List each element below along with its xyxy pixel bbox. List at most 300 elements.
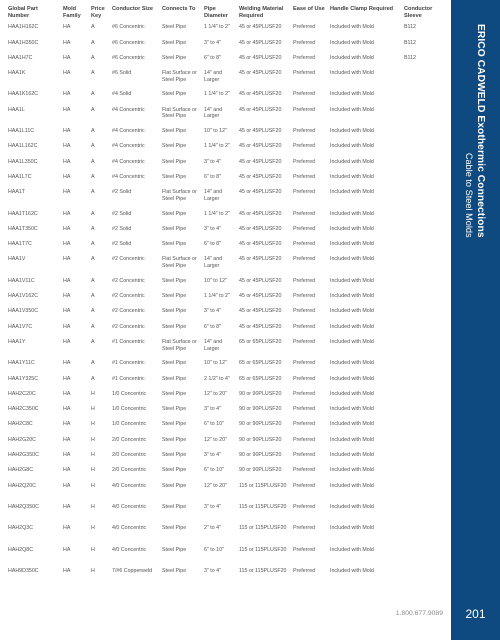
table-row <box>6 322 444 337</box>
cell-part-number: HAH2G20C <box>8 436 36 443</box>
cell-ease-of-use: Preferred <box>293 210 316 217</box>
cell-ease-of-use: Preferred <box>293 24 316 31</box>
cell-price-key: A <box>91 277 95 284</box>
cell-conductor-sleeve <box>402 524 444 539</box>
cell-conductor-size: #2 Solid <box>112 225 132 232</box>
cell-price-key: H <box>91 436 95 443</box>
cell-ease-of-use: Preferred <box>293 546 316 553</box>
cell-conductor-size: #2 Solid <box>112 189 132 196</box>
cell-connects-to: Steel Pipe <box>162 24 187 31</box>
cell-pipe-diameter: 3" to 4" <box>204 567 222 574</box>
cell-price-key: A <box>91 338 95 345</box>
cell-handle-clamp: Included with Mold <box>330 256 374 263</box>
cell-ease-of-use: Preferred <box>293 360 316 367</box>
cell-price-key: A <box>91 323 95 330</box>
table-row <box>6 173 444 188</box>
table-row <box>6 255 444 270</box>
cell-mold-family: HA <box>63 338 71 345</box>
cell-connects-to: Steel Pipe <box>162 225 187 232</box>
cell-welding-material: 90 or 90PLUSF20 <box>239 421 282 428</box>
cell-handle-clamp: Included with Mold <box>330 525 374 532</box>
cell-part-number: HAA1K <box>8 70 26 77</box>
cell-ease-of-use: Preferred <box>293 128 316 135</box>
cell-conductor-sleeve <box>402 390 444 405</box>
cell-welding-material: 65 or 65PLUSF20 <box>239 360 282 367</box>
cell-mold-family: HA <box>63 421 71 428</box>
cell-price-key: A <box>91 360 95 367</box>
cell-conductor-sleeve <box>402 173 444 188</box>
cell-handle-clamp: Included with Mold <box>330 482 374 489</box>
cell-part-number: HAA1T7C <box>8 241 32 248</box>
cell-pipe-diameter: 1 1/4" to 2" <box>204 91 230 98</box>
cell-mold-family: HA <box>63 390 71 397</box>
cell-ease-of-use: Preferred <box>293 293 316 300</box>
cell-price-key: A <box>91 39 95 46</box>
cell-conductor-sleeve <box>402 420 444 435</box>
cell-connects-to: Steel Pipe <box>162 406 187 413</box>
cell-conductor-sleeve <box>402 359 444 374</box>
table-row <box>6 435 444 450</box>
cell-handle-clamp: Included with Mold <box>330 210 374 217</box>
cell-mold-family: HA <box>63 256 71 263</box>
cell-part-number: HAH2Q350C <box>8 503 39 510</box>
cell-ease-of-use: Preferred <box>293 467 316 474</box>
cell-welding-material: 45 or 45PLUSF20 <box>239 256 282 263</box>
cell-welding-material: 45 or 45PLUSF20 <box>239 308 282 315</box>
cell-mold-family: HA <box>63 106 71 113</box>
cell-handle-clamp: Included with Mold <box>330 106 374 113</box>
cell-conductor-sleeve <box>402 466 444 481</box>
table-row <box>6 225 444 240</box>
cell-pipe-diameter: 3" to 4" <box>204 503 222 510</box>
cell-mold-family: HA <box>63 54 71 61</box>
cell-conductor-size: #4 Concentric <box>112 143 145 150</box>
cell-conductor-size: 4/0 Concentric <box>112 482 147 489</box>
cell-pipe-diameter: 14" and Larger <box>204 338 223 352</box>
cell-price-key: H <box>91 546 95 553</box>
cell-welding-material: 45 or 45PLUSF20 <box>239 293 282 300</box>
cell-conductor-size: 1/0 Concentric <box>112 390 147 397</box>
cell-part-number: HAA1V11C <box>8 277 35 284</box>
cell-handle-clamp: Included with Mold <box>330 323 374 330</box>
cell-mold-family: HA <box>63 24 71 31</box>
table-row <box>6 276 444 291</box>
cell-conductor-sleeve: B112 <box>404 39 416 46</box>
header-ease-of-use: Ease of Use <box>293 6 325 12</box>
table-row <box>6 69 444 84</box>
cell-pipe-diameter: 3" to 4" <box>204 158 222 165</box>
cell-connects-to: Flat Surface or Steel Pipe <box>162 256 197 270</box>
cell-welding-material: 45 or 45PLUSF20 <box>239 143 282 150</box>
cell-pipe-diameter: 6" to 8" <box>204 241 222 248</box>
cell-conductor-size: #6 Concentric <box>112 54 145 61</box>
cell-part-number: HAA1H350C <box>8 39 39 46</box>
cell-mold-family: HA <box>63 546 71 553</box>
cell-conductor-sleeve: B112 <box>404 54 416 61</box>
table-row <box>6 105 444 120</box>
cell-pipe-diameter: 1 1/4" to 2" <box>204 210 230 217</box>
cell-price-key: H <box>91 482 95 489</box>
cell-handle-clamp: Included with Mold <box>330 452 374 459</box>
cell-mold-family: HA <box>63 91 71 98</box>
cell-conductor-size: #2 Concentric <box>112 308 145 315</box>
cell-price-key: A <box>91 173 95 180</box>
cell-conductor-size: 4/0 Concentric <box>112 525 147 532</box>
cell-ease-of-use: Preferred <box>293 91 316 98</box>
table-row <box>6 157 444 172</box>
cell-connects-to: Steel Pipe <box>162 293 187 300</box>
header-price-key: Price Key <box>91 6 105 19</box>
cell-part-number: HAA1V <box>8 256 26 263</box>
cell-part-number: HAH2Q8C <box>8 546 34 553</box>
cell-connects-to: Steel Pipe <box>162 452 187 459</box>
cell-ease-of-use: Preferred <box>293 525 316 532</box>
cell-conductor-sleeve <box>402 545 444 560</box>
cell-part-number: HAA1V162C <box>8 293 39 300</box>
cell-connects-to: Steel Pipe <box>162 503 187 510</box>
cell-mold-family: HA <box>63 189 71 196</box>
cell-mold-family: HA <box>63 567 71 574</box>
cell-handle-clamp: Included with Mold <box>330 338 374 345</box>
cell-ease-of-use: Preferred <box>293 390 316 397</box>
table-row <box>6 451 444 466</box>
sidebar-title-rotated <box>464 24 486 238</box>
cell-conductor-sleeve <box>402 127 444 142</box>
cell-ease-of-use: Preferred <box>293 421 316 428</box>
cell-welding-material: 65 or 65PLUSF20 <box>239 338 282 345</box>
cell-connects-to: Flat Surface or Steel Pipe <box>162 338 197 352</box>
cell-welding-material: 90 or 90PLUSF20 <box>239 406 282 413</box>
cell-mold-family: HA <box>63 436 71 443</box>
cell-welding-material: 90 or 90PLUSF20 <box>239 452 282 459</box>
table-row <box>6 127 444 142</box>
cell-connects-to: Steel Pipe <box>162 210 187 217</box>
cell-conductor-size: #6 Concentric <box>112 24 145 31</box>
table-row <box>6 359 444 374</box>
cell-welding-material: 65 or 65PLUSF20 <box>239 375 282 382</box>
cell-welding-material: 45 or 45PLUSF20 <box>239 189 282 196</box>
cell-part-number: HAA1V7C <box>8 323 33 330</box>
cell-price-key: H <box>91 452 95 459</box>
cell-conductor-sleeve <box>402 157 444 172</box>
cell-ease-of-use: Preferred <box>293 54 316 61</box>
table-row <box>6 90 444 105</box>
cell-mold-family: HA <box>63 375 71 382</box>
cell-part-number: HAA1Y325C <box>8 375 39 382</box>
cell-conductor-sleeve <box>402 451 444 466</box>
table-row <box>6 545 444 560</box>
cell-ease-of-use: Preferred <box>293 338 316 345</box>
cell-price-key: A <box>91 256 95 263</box>
cell-mold-family: HA <box>63 158 71 165</box>
cell-mold-family: HA <box>63 225 71 232</box>
cell-connects-to: Steel Pipe <box>162 390 187 397</box>
sidebar-title-block <box>451 0 500 300</box>
page-number: 201 <box>465 607 486 621</box>
cell-conductor-sleeve <box>402 188 444 203</box>
cell-welding-material: 45 or 45PLUSF20 <box>239 158 282 165</box>
header-part-number: Global Part Number <box>8 6 38 19</box>
cell-ease-of-use: Preferred <box>293 225 316 232</box>
table-row <box>6 188 444 203</box>
cell-price-key: A <box>91 91 95 98</box>
cell-conductor-sleeve <box>402 209 444 224</box>
cell-price-key: A <box>91 70 95 77</box>
cell-price-key: H <box>91 406 95 413</box>
cell-price-key: A <box>91 210 95 217</box>
cell-welding-material: 45 or 45PLUSF20 <box>239 225 282 232</box>
cell-handle-clamp: Included with Mold <box>330 360 374 367</box>
cell-conductor-size: #6 Concentric <box>112 39 145 46</box>
sidebar-title: ERICO CADWELD Exothermic Connections <box>475 24 486 238</box>
table-row <box>6 524 444 539</box>
cell-price-key: A <box>91 158 95 165</box>
cell-mold-family: HA <box>63 293 71 300</box>
header-conductor-sleeve: Conductor Sleeve <box>404 6 433 19</box>
cell-price-key: A <box>91 54 95 61</box>
cell-pipe-diameter: 12" to 20" <box>204 482 227 489</box>
cell-conductor-sleeve <box>402 405 444 420</box>
cell-connects-to: Steel Pipe <box>162 567 187 574</box>
cell-conductor-sleeve <box>402 276 444 291</box>
cell-part-number: HAA1V350C <box>8 308 39 315</box>
cell-welding-material: 45 or 45PLUSF20 <box>239 106 282 113</box>
cell-welding-material: 45 or 45PLUSF20 <box>239 210 282 217</box>
cell-conductor-size: #2 Concentric <box>112 293 145 300</box>
cell-conductor-sleeve <box>402 307 444 322</box>
table-header-row <box>6 6 444 23</box>
cell-welding-material: 115 or 115PLUSF20 <box>239 567 287 574</box>
cell-welding-material: 45 or 45PLUSF20 <box>239 39 282 46</box>
cell-ease-of-use: Preferred <box>293 143 316 150</box>
cell-conductor-size: 4/0 Concentric <box>112 546 147 553</box>
cell-connects-to: Steel Pipe <box>162 173 187 180</box>
cell-part-number: HAA1Y11C <box>8 360 35 367</box>
cell-part-number: HAA1T <box>8 189 26 196</box>
cell-welding-material: 45 or 45PLUSF20 <box>239 54 282 61</box>
cell-pipe-diameter: 3" to 4" <box>204 39 222 46</box>
cell-connects-to: Steel Pipe <box>162 421 187 428</box>
cell-handle-clamp: Included with Mold <box>330 24 374 31</box>
cell-connects-to: Steel Pipe <box>162 308 187 315</box>
cell-conductor-sleeve <box>402 225 444 240</box>
table-row <box>6 38 444 53</box>
cell-ease-of-use: Preferred <box>293 375 316 382</box>
cell-connects-to: Steel Pipe <box>162 360 187 367</box>
cell-connects-to: Steel Pipe <box>162 323 187 330</box>
header-mold-family: Mold Family <box>63 6 81 19</box>
cell-welding-material: 45 or 45PLUSF20 <box>239 91 282 98</box>
cell-welding-material: 90 or 90PLUSF20 <box>239 390 282 397</box>
cell-price-key: A <box>91 375 95 382</box>
cell-connects-to: Steel Pipe <box>162 158 187 165</box>
table-row <box>6 481 444 496</box>
cell-ease-of-use: Preferred <box>293 256 316 263</box>
cell-pipe-diameter: 1 1/4" to 2" <box>204 143 230 150</box>
cell-mold-family: HA <box>63 308 71 315</box>
cell-pipe-diameter: 2 1/2" to 4" <box>204 375 230 382</box>
table-row <box>6 240 444 255</box>
cell-pipe-diameter: 10" to 12" <box>204 128 227 135</box>
cell-welding-material: 90 or 90PLUSF20 <box>239 436 282 443</box>
cell-conductor-sleeve: B112 <box>404 24 416 31</box>
table-row <box>6 209 444 224</box>
cell-conductor-size: #4 Concentric <box>112 158 145 165</box>
cell-pipe-diameter: 12" to 20" <box>204 436 227 443</box>
cell-price-key: H <box>91 421 95 428</box>
cell-conductor-sleeve <box>402 435 444 450</box>
cell-part-number: HAH9D350C <box>8 567 39 574</box>
cell-mold-family: HA <box>63 128 71 135</box>
cell-ease-of-use: Preferred <box>293 70 316 77</box>
cell-connects-to: Steel Pipe <box>162 39 187 46</box>
cell-conductor-sleeve <box>402 142 444 157</box>
cell-pipe-diameter: 1 1/4" to 2" <box>204 24 230 31</box>
cell-conductor-size: #2 Concentric <box>112 323 145 330</box>
cell-conductor-size: #1 Concentric <box>112 360 145 367</box>
table-row <box>6 307 444 322</box>
cell-connects-to: Steel Pipe <box>162 375 187 382</box>
cell-conductor-size: #1 Concentric <box>112 338 145 345</box>
cell-welding-material: 45 or 45PLUSF20 <box>239 24 282 31</box>
cell-part-number: HAH2G350C <box>8 452 39 459</box>
table-row <box>6 54 444 69</box>
table-body <box>6 23 444 582</box>
table-row <box>6 374 444 389</box>
cell-mold-family: HA <box>63 70 71 77</box>
cell-ease-of-use: Preferred <box>293 39 316 46</box>
cell-conductor-sleeve <box>402 338 444 353</box>
cell-part-number: HAA1T162C <box>8 210 38 217</box>
cell-conductor-sleeve <box>402 503 444 518</box>
cell-price-key: H <box>91 503 95 510</box>
table-row <box>6 466 444 481</box>
cell-handle-clamp: Included with Mold <box>330 158 374 165</box>
cell-connects-to: Steel Pipe <box>162 54 187 61</box>
cell-price-key: H <box>91 567 95 574</box>
header-pipe-diameter: Pipe Diameter <box>204 6 228 19</box>
cell-part-number: HAA1K162C <box>8 91 39 98</box>
cell-pipe-diameter: 3" to 4" <box>204 406 222 413</box>
header-welding-material: Welding Material Required <box>239 6 284 19</box>
cell-welding-material: 45 or 45PLUSF20 <box>239 128 282 135</box>
cell-ease-of-use: Preferred <box>293 158 316 165</box>
cell-price-key: A <box>91 106 95 113</box>
cell-pipe-diameter: 3" to 4" <box>204 308 222 315</box>
cell-welding-material: 115 or 115PLUSF20 <box>239 546 287 553</box>
cell-conductor-sleeve <box>402 322 444 337</box>
cell-connects-to: Steel Pipe <box>162 436 187 443</box>
cell-ease-of-use: Preferred <box>293 308 316 315</box>
cell-price-key: A <box>91 293 95 300</box>
cell-conductor-size: #4 Concentric <box>112 173 145 180</box>
cell-handle-clamp: Included with Mold <box>330 54 374 61</box>
cell-pipe-diameter: 14" and Larger <box>204 106 223 120</box>
cell-connects-to: Steel Pipe <box>162 277 187 284</box>
cell-handle-clamp: Included with Mold <box>330 503 374 510</box>
cell-mold-family: HA <box>63 173 71 180</box>
cell-price-key: A <box>91 24 95 31</box>
cell-welding-material: 115 or 115PLUSF20 <box>239 503 287 510</box>
cell-price-key: H <box>91 390 95 397</box>
cell-part-number: HAA1L350C <box>8 158 38 165</box>
footer-phone: 1.800.677.9089 <box>395 610 443 617</box>
cell-pipe-diameter: 12" to 20" <box>204 390 227 397</box>
cell-conductor-size: 7/#6 Copperweld <box>112 567 153 574</box>
cell-mold-family: HA <box>63 503 71 510</box>
cell-conductor-size: #2 Concentric <box>112 277 145 284</box>
cell-part-number: HAA1L162C <box>8 143 38 150</box>
cell-welding-material: 45 or 45PLUSF20 <box>239 70 282 77</box>
cell-ease-of-use: Preferred <box>293 482 316 489</box>
table-row <box>6 420 444 435</box>
cell-price-key: A <box>91 308 95 315</box>
cell-pipe-diameter: 3" to 4" <box>204 225 222 232</box>
cell-conductor-sleeve <box>402 567 444 582</box>
table-row <box>6 405 444 420</box>
cell-ease-of-use: Preferred <box>293 452 316 459</box>
cell-conductor-sleeve <box>402 255 444 270</box>
cell-conductor-sleeve <box>402 90 444 105</box>
table-row <box>6 23 444 38</box>
cell-conductor-size: 2/0 Concentric <box>112 467 147 474</box>
sidebar-subtitle: Cable to Steel Molds <box>464 152 474 238</box>
cell-connects-to: Steel Pipe <box>162 467 187 474</box>
cell-conductor-size: #4 Concentric <box>112 106 145 113</box>
cell-conductor-sleeve <box>402 292 444 307</box>
cell-ease-of-use: Preferred <box>293 173 316 180</box>
cell-mold-family: HA <box>63 39 71 46</box>
cell-handle-clamp: Included with Mold <box>330 70 374 77</box>
cell-welding-material: 115 or 115PLUSF20 <box>239 482 287 489</box>
cell-conductor-size: 1/0 Concentric <box>112 421 147 428</box>
cell-welding-material: 115 or 115PLUSF20 <box>239 525 287 532</box>
cell-mold-family: HA <box>63 277 71 284</box>
cell-handle-clamp: Included with Mold <box>330 128 374 135</box>
cell-conductor-size: #2 Solid <box>112 210 132 217</box>
table-row <box>6 292 444 307</box>
cell-handle-clamp: Included with Mold <box>330 390 374 397</box>
table-row <box>6 503 444 518</box>
cell-connects-to: Flat Surface or Steel Pipe <box>162 70 197 83</box>
cell-price-key: H <box>91 525 95 532</box>
cell-handle-clamp: Included with Mold <box>330 241 374 248</box>
cell-mold-family: HA <box>63 360 71 367</box>
cell-mold-family: HA <box>63 525 71 532</box>
cell-handle-clamp: Included with Mold <box>330 293 374 300</box>
cell-conductor-size: 2/0 Concentric <box>112 436 147 443</box>
cell-handle-clamp: Included with Mold <box>330 421 374 428</box>
cell-pipe-diameter: 6" to 8" <box>204 173 222 180</box>
header-handle-clamp: Handle Clamp Required <box>330 6 394 12</box>
cell-handle-clamp: Included with Mold <box>330 308 374 315</box>
cell-conductor-size: #4 Concentric <box>112 128 145 135</box>
cell-connects-to: Flat Surface or Steel Pipe <box>162 189 197 202</box>
cell-mold-family: HA <box>63 323 71 330</box>
cell-mold-family: HA <box>63 467 71 474</box>
cell-connects-to: Steel Pipe <box>162 143 187 150</box>
cell-conductor-size: #2 Concentric <box>112 256 145 263</box>
table-row <box>6 390 444 405</box>
cell-handle-clamp: Included with Mold <box>330 567 374 574</box>
cell-ease-of-use: Preferred <box>293 241 316 248</box>
cell-price-key: A <box>91 189 95 196</box>
cell-mold-family: HA <box>63 406 71 413</box>
cell-ease-of-use: Preferred <box>293 106 316 113</box>
cell-conductor-sleeve <box>402 105 444 120</box>
cell-pipe-diameter: 14" and Larger <box>204 189 223 202</box>
cell-conductor-size: #2 Solid <box>112 241 132 248</box>
